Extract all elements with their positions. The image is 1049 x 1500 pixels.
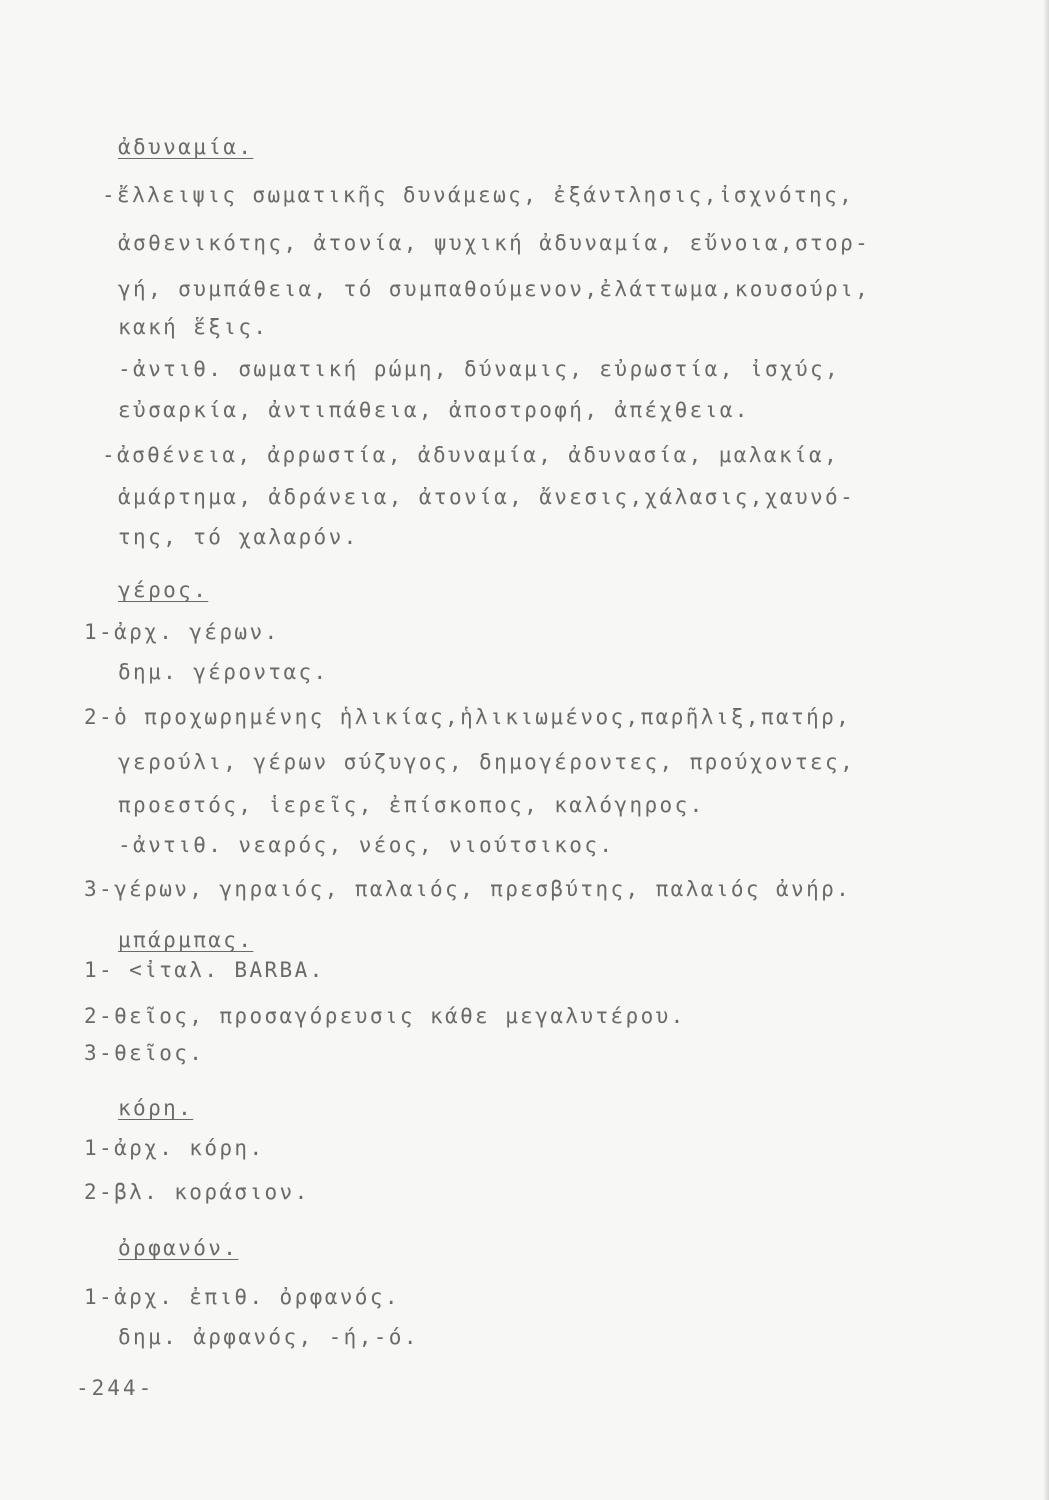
definition-line: κακή ἕξις.	[118, 315, 269, 339]
definition-line: ἁμάρτημα, ἀδράνεια, ἀτονία, ἄνεσις,χάλασις,χαυνό-	[118, 485, 856, 509]
headword-geros: γέρος.	[118, 578, 209, 602]
antonym-line: -ἀντιθ. σωματική ρώμη, δύναμις, εὐρωστία, ἰσχύς,	[118, 357, 841, 381]
definition-line: -ἀσθένεια, ἀρρωστία, ἀδυναμία, ἀδυνασία, μαλακία,	[102, 443, 840, 467]
definition-line: 2-ὁ προχωρημένης ἡλικίας,ἡλικιωμένος,παρῆλιξ,πατήρ,	[84, 705, 852, 729]
headword-barbas: μπάρμπας.	[118, 928, 254, 952]
definition-line: 1- <ἰταλ. BARBA.	[84, 958, 325, 982]
antonym-line: -ἀντιθ. νεαρός, νέος, νιούτσικος.	[118, 833, 615, 857]
definition-line: 1-ἀρχ. γέρων.	[84, 620, 280, 644]
definition-line: 3-γέρων, γηραιός, παλαιός, πρεσβύτης, παλαιός ἀνήρ.	[84, 877, 852, 901]
page-edge-shadow	[1043, 0, 1049, 1500]
definition-line: της, τό χαλαρόν.	[118, 525, 359, 549]
definition-line: δημ. ἀρφανός, -ή,-ό.	[118, 1325, 419, 1349]
definition-line: 3-θεῖος.	[84, 1041, 205, 1065]
antonym-line: εὐσαρκία, ἀντιπάθεια, ἀποστροφή, ἀπέχθεια.	[118, 398, 750, 422]
definition-line: γερούλι, γέρων σύζυγος, δημογέροντες, προύχοντες,	[118, 750, 856, 774]
definition-line: δημ. γέροντας.	[118, 660, 329, 684]
definition-line: 2-βλ. κοράσιον.	[84, 1180, 310, 1204]
definition-line: προεστός, ἱερεῖς, ἐπίσκοπος, καλόγηρος.	[118, 793, 705, 817]
page-number: -244-	[76, 1376, 155, 1400]
definition-line: 1-ἀρχ. κόρη.	[84, 1136, 265, 1160]
definition-line: ἀσθενικότης, ἀτονία, ψυχική ἀδυναμία, εὔνοια,στορ-	[118, 231, 871, 255]
definition-line: γή, συμπάθεια, τό συμπαθούμενον,ἐλάττωμα,κουσούρι,	[118, 277, 871, 301]
headword-orfanon: ὀρφανόν.	[118, 1236, 239, 1260]
headword-kori: κόρη.	[118, 1096, 194, 1120]
definition-line: 2-θεῖος, προσαγόρευσις κάθε μεγαλυτέρου.	[84, 1004, 686, 1028]
definition-line: -ἔλλειψις σωματικῆς δυνάμεως, ἐξάντλησις,ἰσχνότης,	[102, 183, 855, 207]
headword-adynamia: ἀδυναμία.	[118, 135, 254, 159]
definition-line: 1-ἀρχ. ἐπιθ. ὀρφανός.	[84, 1285, 400, 1309]
